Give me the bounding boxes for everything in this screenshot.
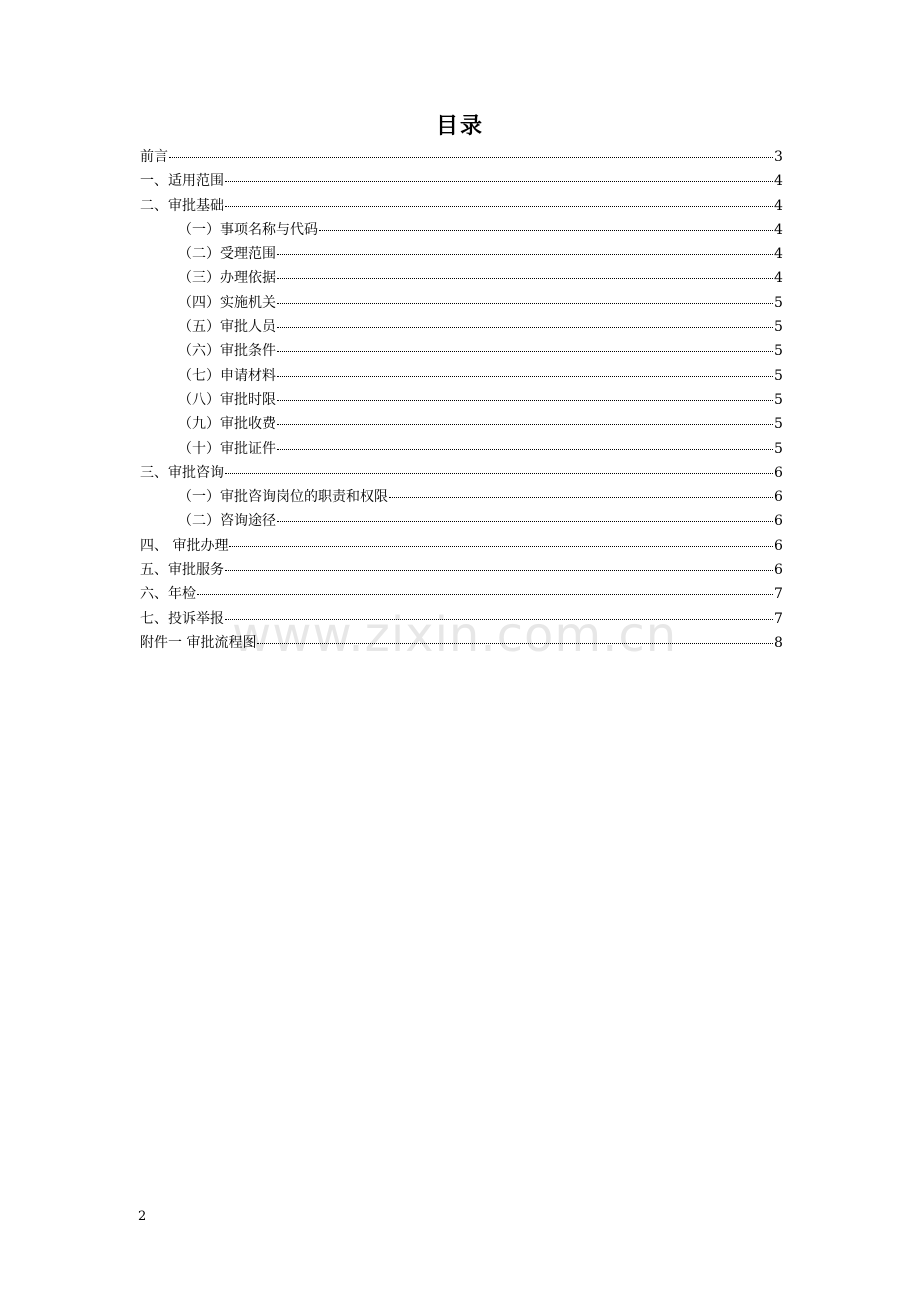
toc-entry[interactable] <box>140 412 782 436</box>
toc-entry-page: 5 <box>774 416 783 433</box>
toc-list <box>140 145 782 655</box>
toc-entry-label: 四、 审批办理 <box>140 537 229 554</box>
toc-dot-leader <box>225 570 773 571</box>
toc-entry-page: 6 <box>774 464 783 481</box>
toc-entry-page: 5 <box>774 440 783 457</box>
toc-entry[interactable] <box>140 558 782 582</box>
toc-entry-label: （六）审批条件 <box>178 343 276 360</box>
toc-entry-label: （五）审批人员 <box>178 319 276 336</box>
toc-entry-page: 4 <box>774 246 783 263</box>
toc-entry-page: 5 <box>774 319 783 336</box>
toc-entry[interactable] <box>140 266 782 290</box>
toc-entry[interactable] <box>140 607 782 631</box>
toc-entry-page: 5 <box>774 391 783 408</box>
toc-entry[interactable] <box>140 509 782 533</box>
toc-entry-label: 前言 <box>140 149 168 165</box>
toc-entry-page: 6 <box>774 489 783 506</box>
toc-dot-leader <box>225 181 773 182</box>
toc-entry-page: 6 <box>774 537 783 554</box>
toc-entry[interactable] <box>140 534 782 558</box>
toc-entry-page: 5 <box>774 367 783 384</box>
toc-entry-page: 5 <box>774 294 783 311</box>
toc-dot-leader <box>319 230 773 231</box>
toc-entry-label: （三）办理依据 <box>178 270 276 287</box>
toc-dot-leader <box>277 254 773 255</box>
toc-entry-label: （九）审批收费 <box>178 416 276 433</box>
toc-entry[interactable] <box>140 242 782 266</box>
toc-entry[interactable] <box>140 461 782 485</box>
toc-entry-label: 七、投诉举报 <box>140 610 224 627</box>
toc-dot-leader <box>169 157 773 158</box>
toc-entry-label: （七）申请材料 <box>178 367 276 384</box>
toc-entry-label: （二）受理范围 <box>178 246 276 263</box>
toc-entry-label: （一）审批咨询岗位的职责和权限 <box>178 489 388 506</box>
toc-dot-leader <box>277 376 773 377</box>
toc-entry[interactable] <box>140 582 782 606</box>
toc-entry[interactable] <box>140 364 782 388</box>
toc-entry-label: （八）审批时限 <box>178 391 276 408</box>
toc-dot-leader <box>277 424 773 425</box>
toc-entry-label: （一）事项名称与代码 <box>178 221 318 238</box>
toc-dot-leader <box>277 400 773 401</box>
toc-entry-page: 3 <box>774 149 783 165</box>
toc-entry[interactable] <box>140 315 782 339</box>
toc-entry-page: 8 <box>774 634 783 651</box>
toc-entry-page: 4 <box>774 270 783 287</box>
toc-dot-leader <box>277 278 773 279</box>
toc-dot-leader <box>225 619 773 620</box>
toc-dot-leader <box>277 327 773 328</box>
toc-entry[interactable] <box>140 291 782 315</box>
toc-entry[interactable] <box>140 437 782 461</box>
toc-entry-label: 六、年检 <box>140 586 196 603</box>
toc-entry-label: 一、适用范围 <box>140 173 224 190</box>
toc-dot-leader <box>197 594 773 595</box>
toc-entry-page: 5 <box>774 343 783 360</box>
toc-entry-page: 6 <box>774 513 783 530</box>
toc-dot-leader <box>277 351 773 352</box>
toc-entry-page: 7 <box>774 610 783 627</box>
toc-entry[interactable] <box>140 631 782 655</box>
toc-dot-leader <box>225 206 773 207</box>
toc-entry[interactable] <box>140 388 782 412</box>
page-number: 2 <box>138 1209 147 1224</box>
toc-entry-label: 附件一 审批流程图 <box>140 634 257 651</box>
toc-entry[interactable] <box>140 339 782 363</box>
toc-entry-page: 4 <box>774 221 783 238</box>
toc-dot-leader <box>389 497 773 498</box>
toc-dot-leader <box>277 449 773 450</box>
toc-entry-page: 6 <box>774 562 783 579</box>
toc-dot-leader <box>277 521 773 522</box>
toc-title: 目录 <box>435 114 484 139</box>
toc-dot-leader <box>277 303 773 304</box>
toc-dot-leader <box>225 473 773 474</box>
toc-entry-label: （十）审批证件 <box>178 440 276 457</box>
toc-entry-label: （二）咨询途径 <box>178 513 276 530</box>
toc-entry-label: 二、审批基础 <box>140 197 224 214</box>
toc-entry[interactable] <box>140 145 782 169</box>
toc-entry[interactable] <box>140 169 782 193</box>
toc-entry[interactable] <box>140 194 782 218</box>
toc-entry-label: 五、审批服务 <box>140 562 224 579</box>
toc-entry[interactable] <box>140 218 782 242</box>
toc-dot-leader <box>257 643 773 644</box>
toc-entry[interactable] <box>140 485 782 509</box>
toc-entry-label: （四）实施机关 <box>178 294 276 311</box>
toc-entry-label: 三、审批咨询 <box>140 464 224 481</box>
toc-entry-page: 7 <box>774 586 783 603</box>
toc-dot-leader <box>229 546 773 547</box>
toc-entry-page: 4 <box>774 197 783 214</box>
toc-entry-page: 4 <box>774 173 783 190</box>
watermark: www.zixin.com.cn <box>232 607 678 663</box>
